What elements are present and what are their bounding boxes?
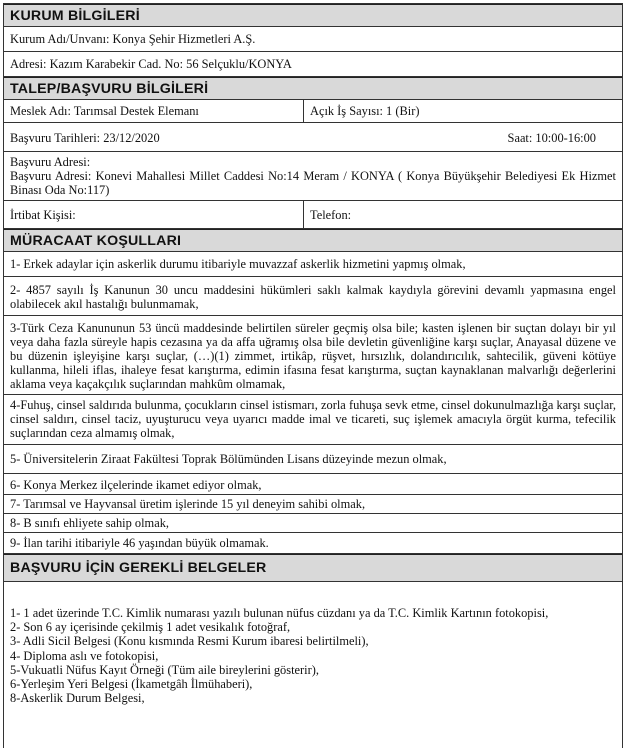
condition-row [4, 276, 622, 315]
conditions-heading: MÜRACAAT KOŞULLARI [4, 229, 622, 251]
condition-item: 5- Üniversitelerin Ziraat Fakültesi Toprak Bölümünden Lisans düzeyinde mezun olmak, [10, 452, 447, 466]
open-positions: Açık İş Sayısı: 1 (Bir) [310, 104, 420, 118]
condition-row [4, 532, 622, 553]
application-address-cell [4, 152, 622, 200]
contact-row [4, 200, 622, 228]
contact-person: İrtibat Kişisi: [4, 201, 304, 228]
document-item: 1- 1 adet üzerinde T.C. Kimlik numarası yazılı bulunan nüfus cüzdanı ya da T.C. Kimlik Kartının fotokopisi, [10, 606, 549, 620]
document-item: 2- Son 6 ay içerisinde çekilmiş 1 adet vesikalık fotoğraf, [10, 620, 291, 635]
condition-row [4, 513, 622, 532]
documents-row [4, 581, 622, 748]
institution-header-row [4, 3, 622, 26]
application-address-text: Başvuru Adresi: Konevi Mahallesi Millet Caddesi No:14 Meram / KONYA ( Konya Büyükşehir Belediyesi Ek Hizmet Binası Oda No:117) [10, 169, 616, 197]
condition-item: 2- 4857 sayılı İş Kanunun 30 uncu maddesini hükümleri saklı kalmak kaydıyla görevini devamlı yapmasına engel olabilecek akıl hastalığı bulunmamak, [10, 283, 616, 311]
condition-item: 8- B sınıfı ehliyete sahip olmak, [10, 516, 169, 530]
institution-heading: KURUM BİLGİLERİ [4, 4, 622, 26]
condition-item: 4-Fuhuş, cinsel saldırıda bulunma, çocukların cinsel istismarı, zorla fuhuşa sevk etme, cinsel dokunulmazlığa karşı suçlar, cinsel saldırı, cinsel taciz, uyuşturucu veya uyarıcı madde imal ve ticareti, suç işlemek amacıyla örgüt kurma, tefecilik suçlarından ceza almamış olmak, [10, 398, 616, 440]
condition-row [4, 394, 622, 444]
document-item: 8-Askerlik Durum Belgesi, [10, 691, 145, 706]
application-address-row [4, 151, 622, 200]
dates-row [4, 122, 622, 151]
job-posting-form [3, 3, 623, 748]
application-heading: TALEP/BAŞVURU BİLGİLERİ [4, 77, 622, 99]
application-header-row [4, 76, 622, 99]
document-item: 6-Yerleşim Yeri Belgesi (İkametgâh İlmühaberi), [10, 677, 253, 692]
condition-row [4, 444, 622, 473]
condition-item: 3-Türk Ceza Kanununun 53 üncü maddesinde belirtilen süreler geçmiş olsa bile; kasten işlenen bir suçtan dolayı bir yıl veya daha fazla süreyle hapis cezasına ya da affa uğramış olsa bile devletin güvenliğine karşı suçlar, Anayasal düzene ve bu düzenin işleyişine karşı suçlar, (…)(1) zimmet, irtikâp, rüşvet, hırsızlık, dolandırıcılık, sahtecilik, güveni kötüye kullanma, hileli iflas, ihaleye fesat karıştırma, edimin ifasına fesat karıştırma, suçtan kaynaklanan malvarlığı değerlerini aklama veya kaçakçılık suçlarından mahkûm olmamak, [10, 321, 616, 391]
condition-item: 1- Erkek adaylar için askerlik durumu itibariyle muvazzaf askerlik hizmetini yapmış olmak, [10, 257, 466, 271]
application-dates: Başvuru Tarihleri: 23/12/2020 [10, 131, 160, 145]
condition-row [4, 494, 622, 513]
institution-name: Kurum Adı/Unvanı: Konya Şehir Hizmetleri A.Ş. [10, 32, 256, 46]
institution-name-row [4, 26, 622, 51]
institution-address-row [4, 51, 622, 76]
profession-row [4, 99, 622, 122]
condition-row [4, 315, 622, 394]
application-hours: Saat: 10:00-16:00 [507, 131, 596, 145]
document-item: 5-Vukuatli Nüfus Kayıt Örneği (Tüm aile bireylerini gösterir), [10, 662, 319, 677]
dates-cell [4, 123, 622, 151]
profession-name: Meslek Adı: Tarımsal Destek Elemanı [4, 100, 304, 122]
condition-item: 6- Konya Merkez ilçelerinde ikamet ediyor olmak, [10, 478, 262, 492]
document-item: 4- Diploma aslı ve fotokopisi, [10, 648, 159, 663]
documents-header-row [4, 553, 622, 581]
documents-heading: BAŞVURU İÇİN GEREKLİ BELGELER [4, 554, 622, 581]
documents-list [4, 582, 622, 748]
institution-address: Adresi: Kazım Karabekir Cad. No: 56 Selçuklu/KONYA [10, 57, 292, 71]
condition-row [4, 251, 622, 276]
condition-row [4, 473, 622, 494]
condition-item: 9- İlan tarihi itibariyle 46 yaşından büyük olmamak. [10, 536, 269, 550]
condition-item: 7- Tarımsal ve Hayvansal üretim işlerinde 15 yıl deneyim sahibi olmak, [10, 497, 366, 511]
conditions-header-row [4, 228, 622, 251]
contact-phone: Telefon: [310, 208, 352, 222]
application-address-label: Başvuru Adresi: [10, 155, 91, 169]
document-item: 3- Adli Sicil Belgesi (Konu kısmında Resmi Kurum ibaresi belirtilmeli), [10, 634, 369, 649]
